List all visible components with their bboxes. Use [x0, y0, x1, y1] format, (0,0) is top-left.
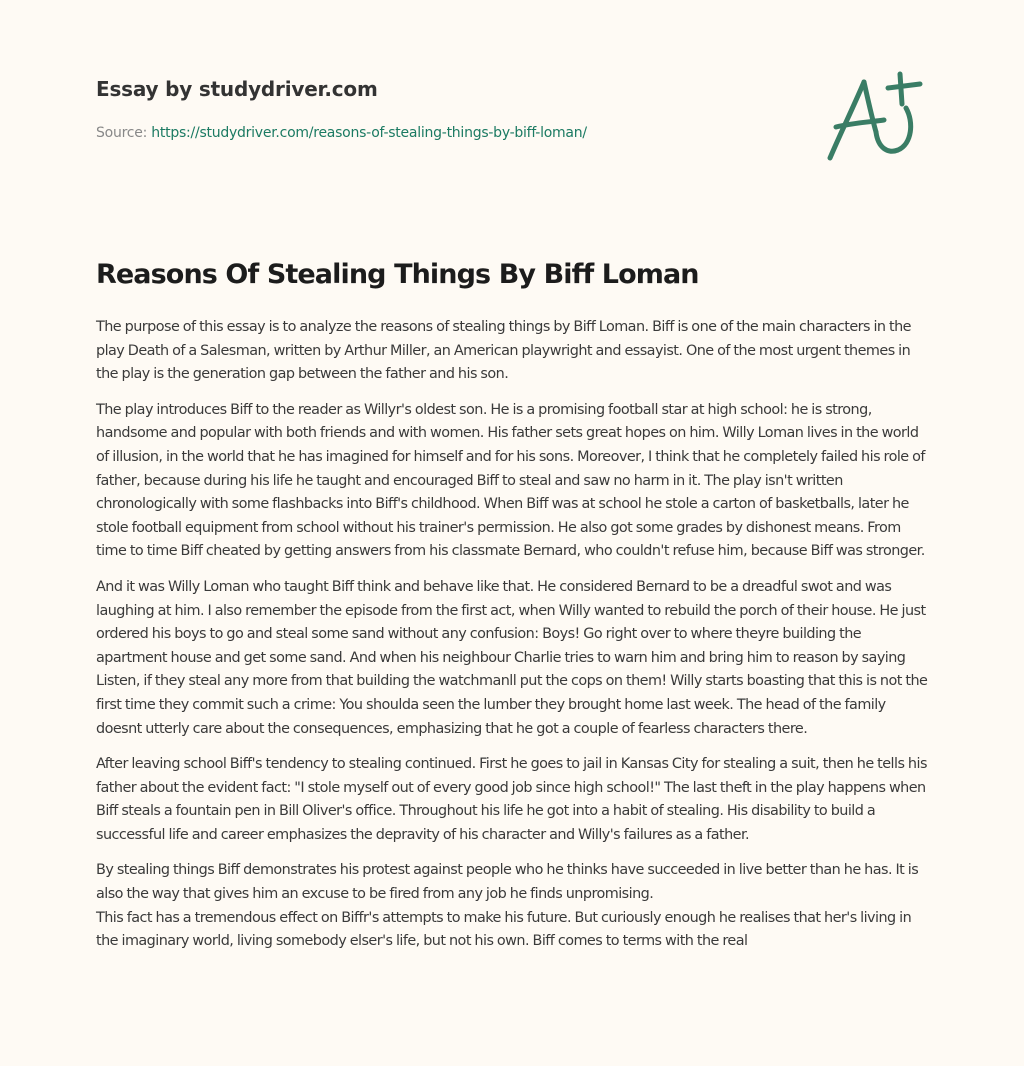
- a-plus-grade-icon: [822, 70, 926, 164]
- site-header: [96, 74, 936, 143]
- essay-paragraph: This fact has a tremendous effect on Biffr's attempts to make his future. But curiously enough he realises that her's living in the imaginary world, living somebody elser's life, but not his own. Biff comes to terms with the real: [96, 909, 912, 950]
- essay-paragraph: And it was Willy Loman who taught Biff think and behave like that. He considered Bernard to be a dreadful swot and was laughing at him. I also remember the episode from the first act, when Willy wanted to rebuild the porch of their house. He just ordered his boys to go and steal some sand without any confusion: Boys! Go right over to where theyre building the apartment house and get some sand. And when his neighbour Charlie tries to warn him and bring him to reason by saying Listen, if they steal any more from that building the watchmanll put the cops on them! Willy starts boasting that this is not the first time they commit such a crime: You shoulda seen the lumber they brought home last week. The head of the family doesnt utterly care about the consequences, emphasizing that he got a couple of fearless characters there.: [96, 578, 928, 737]
- essay-title: Reasons Of Stealing Things By Biff Loman: [96, 259, 699, 290]
- site-title: Essay by studydriver.com: [96, 77, 378, 101]
- essay-article: [96, 255, 928, 966]
- essay-paragraph: By stealing things Biff demonstrates his protest against people who he thinks have succeeded in live better than he has. It is also the way that gives him an excuse to be fired from any job he finds unpromising.: [96, 862, 919, 903]
- source-line: [96, 123, 936, 143]
- source-label: Source:: [96, 125, 148, 141]
- essay-paragraph: The play introduces Biff to the reader as Willyr's oldest son. He is a promising football star at high school: he is strong, handsome and popular with both friends and with women. His father sets great hopes on him. Willy Loman lives in the world of illusion, in the world that he has imagined for himself and for his sons. Moreover, I think that he completely failed his role of father, because during his life he taught and encouraged Biff to steal and saw no harm in it. The play isn't written chronologically with some flashbacks into Biff's childhood. When Biff was at school he stole a carton of basketballs, later he stole football equipment from school without his trainer's permission. He also got some grades by dishonest means. From time to time Biff cheated by getting answers from his classmate Bernard, who couldn't refuse him, because Biff was stronger.: [96, 401, 925, 560]
- essay-paragraph: The purpose of this essay is to analyze the reasons of stealing things by Biff Loman. Biff is one of the main characters in the play Death of a Salesman, written by Arthur Miller, an American playwright and essayist. One of the most urgent themes in the play is the generation gap between the father and his son.: [96, 319, 911, 383]
- source-link[interactable]: https://studydriver.com/reasons-of-stealing-things-by-biff-loman/: [151, 125, 587, 141]
- essay-paragraph: After leaving school Biff's tendency to stealing continued. First he goes to jail in Kansas City for stealing a suit, then he tells his father about the evident fact: "I stole myself out of every good job since high school!" The last theft in the play happens when Biff steals a fountain pen in Bill Oliver's office. Throughout his life he got into a habit of stealing. His disability to build a successful life and career emphasizes the depravity of his character and Willy's failures as a father.: [96, 756, 927, 843]
